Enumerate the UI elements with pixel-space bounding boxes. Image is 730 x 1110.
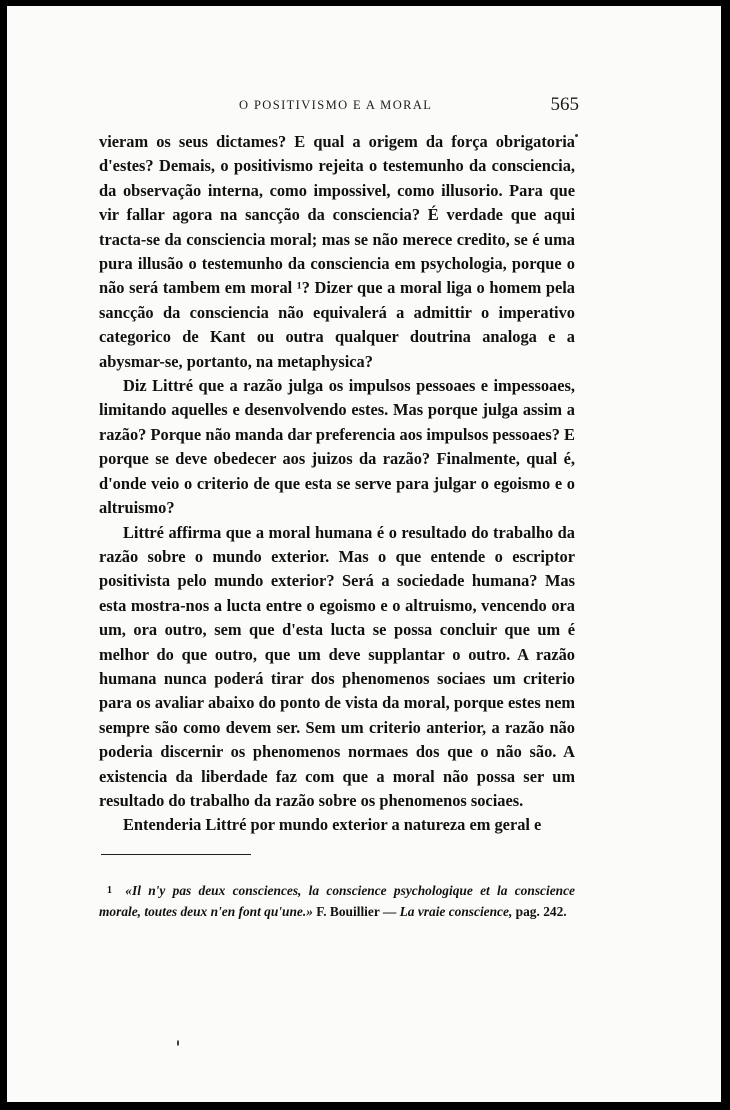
paragraph-2: Diz Littré que a razão julga os impulsos pessoaes e impessoaes, limitando aquelles e desenvolvendo estes. Mas porque julga assim a razão? Porque não manda dar preferencia aos impulsos pessoaes? E porque se deve obedecer aos juizos da razão? Finalmente, qual é, d'onde veio o criterio de que esta se serve para julgar o egoismo e o altruismo? — [99, 376, 575, 518]
body-text — [99, 130, 575, 838]
page-header — [99, 96, 579, 118]
book-page — [7, 6, 721, 1102]
footnote-divider — [101, 854, 251, 855]
print-speck — [177, 1040, 179, 1046]
running-title: O POSITIVISMO E A MORAL — [239, 98, 433, 112]
paragraph-4: Entenderia Littré por mundo exterior a natureza em geral e — [123, 815, 542, 835]
footnote-author: F. Bouillier — — [316, 904, 397, 919]
print-speck — [575, 134, 578, 137]
footnote — [99, 880, 575, 922]
page-number: 565 — [550, 94, 579, 115]
footnote-page: pag. 242. — [515, 904, 567, 919]
footnote-work-title: La vraie conscience, — [399, 904, 513, 919]
paragraph-3: Littré affirma que a moral humana é o resultado do trabalho da razão sobre o mundo exterior. Mas o que entende o escriptor positivista pelo mundo exterior? Será a sociedade humana? Mas esta mostra-nos a lucta entre o egoismo e o altruismo, vencendo ora um, ora outro, sem que d'esta lucta se possa concluir que um é melhor do que outro, que um deve supplantar o outro. A razão humana nunca poderá tirar dos phenomenos sociaes um criterio para os avaliar abaixo do ponto de vista da moral, porque estes nem sempre são como devem ser. Sem um criterio anterior, a razão não poderia discernir os phenomenos normaes dos que o não são. A existencia da liberdade faz com que a moral não possa ser um resultado do trabalho da razão sobre os phenomenos sociaes. — [99, 522, 575, 810]
paragraph-1: vieram os seus dictames? E qual a origem da força obrigatoria d'estes? Demais, o positivismo rejeita o testemunho da consciencia, da observação interna, como impossivel, como illusorio. Para que vir fallar agora na sancção da consciencia? É verdade que aqui tracta-se da consciencia moral; mas se não merece credito, se é uma pura illusão o testemunho da consciencia em psychologia, porque o não será tambem em moral ¹? Dizer que a moral liga o homem pela sancção da consciencia não equivalerá a admittir o imperativo categorico de Kant ou outra qualquer doutrina analoga e a abysmar-se, portanto, na metaphysica? — [99, 132, 575, 371]
footnote-marker: 1 — [107, 885, 112, 896]
footnote-quote: «Il n'y pas deux consciences, la conscience psychologique et la conscience morale, toutes deux n'en font qu'une.» — [99, 883, 575, 919]
